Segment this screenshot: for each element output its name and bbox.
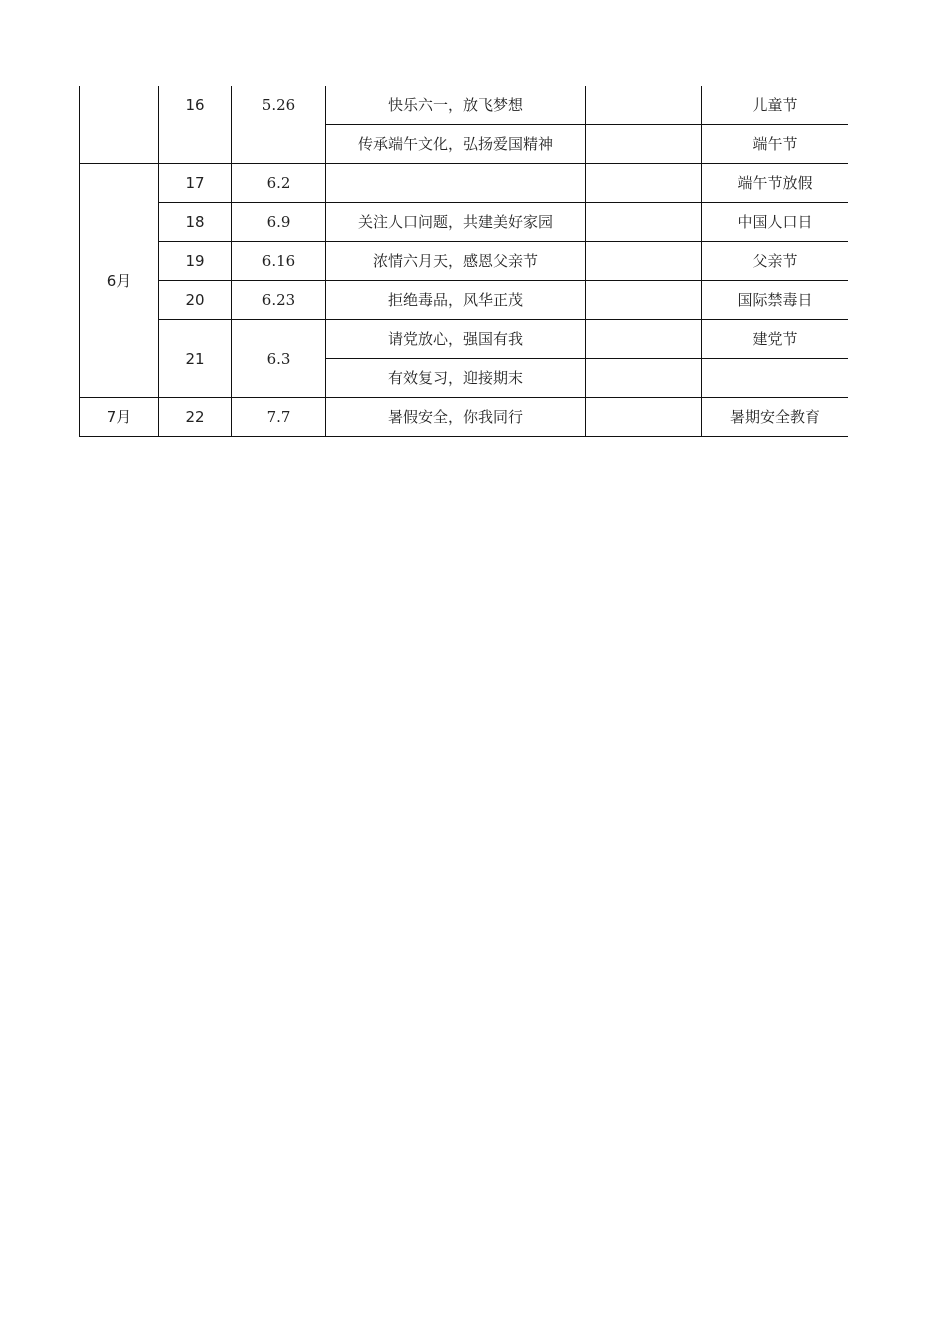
date-cell: 6.23: [232, 281, 326, 320]
month-cell: [80, 86, 159, 164]
event-cell: 儿童节: [702, 86, 849, 125]
note-cell: [586, 398, 702, 437]
event-cell: 端午节: [702, 125, 849, 164]
note-cell: [586, 359, 702, 398]
table-row: [80, 281, 849, 320]
event-cell: 暑期安全教育: [702, 398, 849, 437]
week-cell: 17: [159, 164, 232, 203]
date-cell: 6.2: [232, 164, 326, 203]
theme-cell: [326, 164, 586, 203]
event-cell: 端午节放假: [702, 164, 849, 203]
week-cell: 19: [159, 242, 232, 281]
note-cell: [586, 125, 702, 164]
theme-cell: 请党放心，强国有我: [326, 320, 586, 359]
schedule-table: [79, 86, 848, 437]
week-cell: 22: [159, 398, 232, 437]
date-cell: 5.26: [232, 86, 326, 164]
event-cell: 中国人口日: [702, 203, 849, 242]
theme-cell: 拒绝毒品，风华正茂: [326, 281, 586, 320]
theme-cell: 有效复习，迎接期末: [326, 359, 586, 398]
theme-cell: 传承端午文化，弘扬爱国精神: [326, 125, 586, 164]
month-cell: 6月: [80, 164, 159, 398]
note-cell: [586, 203, 702, 242]
note-cell: [586, 242, 702, 281]
note-cell: [586, 86, 702, 125]
note-cell: [586, 281, 702, 320]
date-cell: 6.16: [232, 242, 326, 281]
note-cell: [586, 164, 702, 203]
note-cell: [586, 320, 702, 359]
theme-cell: 关注人口问题，共建美好家园: [326, 203, 586, 242]
theme-cell: 浓情六月天，感恩父亲节: [326, 242, 586, 281]
week-cell: 20: [159, 281, 232, 320]
table-row: [80, 203, 849, 242]
week-cell: 18: [159, 203, 232, 242]
table-row: [80, 242, 849, 281]
schedule-table-viewport: [79, 86, 848, 442]
date-cell: 7.7: [232, 398, 326, 437]
week-cell: 21: [159, 320, 232, 398]
date-cell: 6.3: [232, 320, 326, 398]
event-cell: 建党节: [702, 320, 849, 359]
week-cell: 16: [159, 86, 232, 164]
theme-cell: 暑假安全，你我同行: [326, 398, 586, 437]
date-cell: 6.9: [232, 203, 326, 242]
theme-cell: 快乐六一，放飞梦想: [326, 86, 586, 125]
table-row: [80, 320, 849, 359]
event-cell: 父亲节: [702, 242, 849, 281]
event-cell: [702, 359, 849, 398]
event-cell: 国际禁毒日: [702, 281, 849, 320]
month-cell: 7月: [80, 398, 159, 437]
table-row: [80, 398, 849, 437]
table-row: [80, 164, 849, 203]
